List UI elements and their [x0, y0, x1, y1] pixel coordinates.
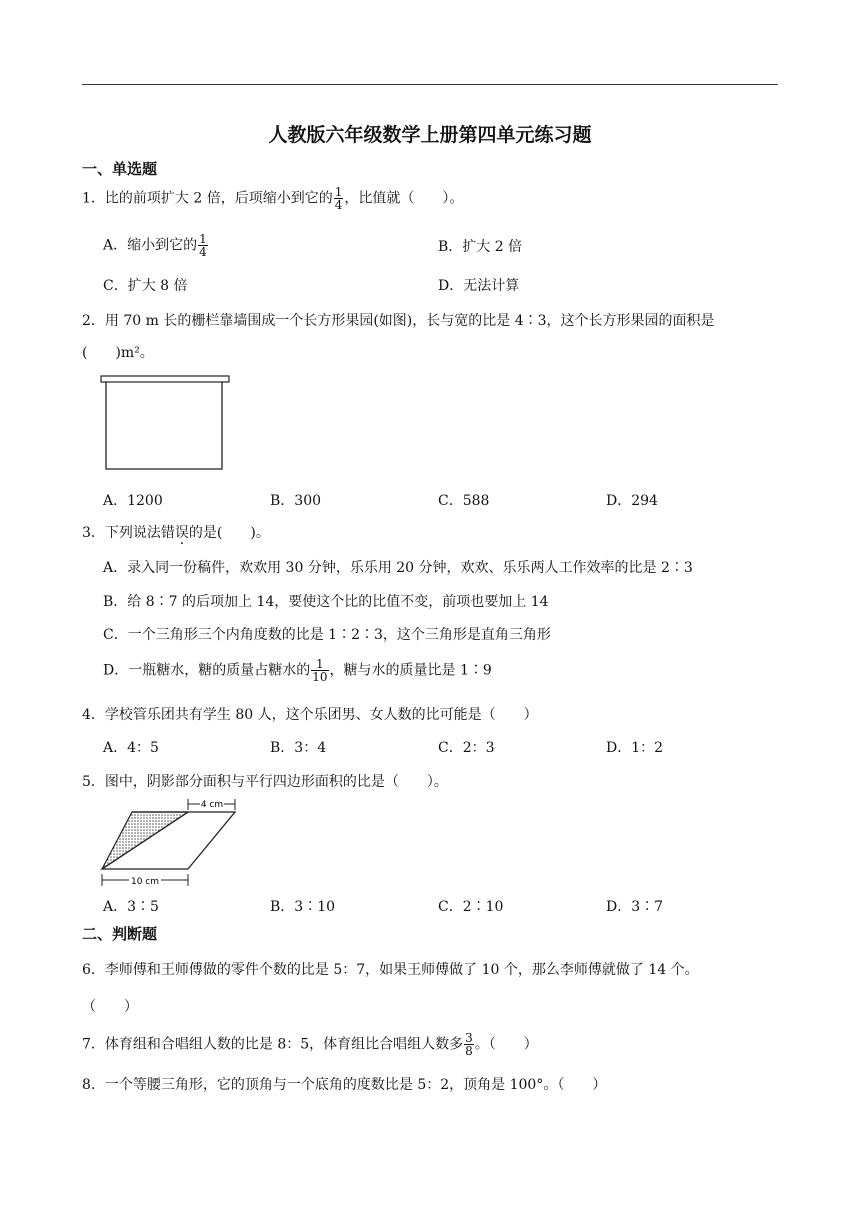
q3-option-d[interactable]: D．一瓶糖水，糖的质量占糖水的 $\frac{1}{10}$ ，糖与水的质量比是 1∶9 [103, 657, 492, 684]
q4-option-a[interactable]: A．4：5 [103, 740, 159, 756]
question-6-line-1: 6．李师傅和王师傅做的零件个数的比是 5：7，如果王师傅做了 10 个，那么李师傅就做了 14 个。 [82, 962, 699, 978]
orchard-figure [100, 375, 232, 473]
question-1-text-a: 1．比的前项扩大 2 倍，后项缩小到它的 [82, 190, 333, 207]
parallelogram-figure [98, 796, 242, 888]
q3-option-b[interactable]: B．给 8∶7 的后项加上 14，要使这个比的比值不变，前项也要加上 14 [103, 594, 549, 610]
fraction-three-eighths: $\frac{3}{8}$ [465, 1031, 473, 1058]
question-7: 7．体育组和合唱组人数的比是 8：5，体育组比合唱组人数多 $\frac{3}{8}$ 。（ ） [82, 1031, 538, 1058]
q4-option-d[interactable]: D．1：2 [606, 740, 664, 756]
question-7-answer-blank[interactable]: 。（ ） [474, 1036, 538, 1053]
fraction-one-quarter: $\frac{1}{4}$ [334, 185, 343, 212]
q5-option-c[interactable]: C．2∶10 [438, 899, 504, 915]
page-title: 人教版六年级数学上册第四单元练习题 [268, 124, 592, 146]
wall-shape [101, 376, 229, 382]
q1-option-b[interactable]: B．扩大 2 倍 [438, 239, 523, 255]
q2-option-a[interactable]: A．1200 [103, 493, 163, 509]
q2-option-c[interactable]: C．588 [438, 493, 490, 509]
question-8: 8．一个等腰三角形，它的顶角与一个底角的度数比是 5：2，顶角是 100°。（ ） [82, 1077, 607, 1093]
section-heading-single-choice: 一、单选题 [82, 160, 158, 178]
header-rule [82, 84, 778, 85]
fence-shape [106, 382, 222, 469]
q3-option-c[interactable]: C．一个三角形三个内角度数的比是 1∶2∶3，这个三角形是直角三角形 [103, 627, 551, 643]
label-bottom: 10 cm [130, 877, 160, 887]
q3-option-a[interactable]: A．录入同一份稿件，欢欢用 30 分钟，乐乐用 20 分钟，欢欢、乐乐两人工作效率的比是 2∶3 [103, 560, 693, 576]
q1-option-c[interactable]: C．扩大 8 倍 [103, 278, 188, 294]
q5-option-a[interactable]: A．3∶5 [103, 899, 159, 915]
emphasis-char: 误 [174, 525, 189, 541]
fraction-one-quarter: $\frac{1}{4}$ [199, 232, 207, 259]
question-2-line-2: ( )m²。 [82, 345, 154, 361]
q4-option-b[interactable]: B．3：4 [270, 740, 327, 756]
question-2-line-1: 2．用 70 m 长的栅栏靠墙围成一个长方形果园(如图)，长与宽的比是 4∶3，这个长方形果园的面积是 [82, 313, 715, 329]
q5-option-b[interactable]: B．3∶10 [270, 899, 336, 915]
question-3: 3．下列说法错误的是( )。 [82, 525, 270, 541]
question-1 [82, 186, 463, 211]
fraction-one-tenth: $\frac{1}{10}$ [312, 657, 328, 684]
question-1-text-b: ，比值就（ ）。 [344, 190, 464, 207]
question-5: 5．图中，阴影部分面积与平行四边形面积的比是（ ）。 [82, 774, 448, 790]
q1-option-a[interactable]: A．缩小到它的 $\frac{1}{4}$ [103, 232, 207, 259]
label-top: 4 cm [200, 800, 224, 810]
question-6-answer-blank[interactable]: （ ） [82, 999, 138, 1015]
q4-option-c[interactable]: C．2：3 [438, 740, 495, 756]
q2-option-b[interactable]: B．300 [270, 493, 322, 509]
q1-option-d[interactable]: D．无法计算 [438, 278, 520, 294]
question-4: 4．学校管乐团共有学生 80 人，这个乐团男、女人数的比可能是（ ） [82, 707, 538, 723]
section-heading-true-false: 二、判断题 [82, 925, 158, 943]
q5-option-d[interactable]: D．3∶7 [606, 899, 664, 915]
q2-option-d[interactable]: D．294 [606, 493, 658, 509]
